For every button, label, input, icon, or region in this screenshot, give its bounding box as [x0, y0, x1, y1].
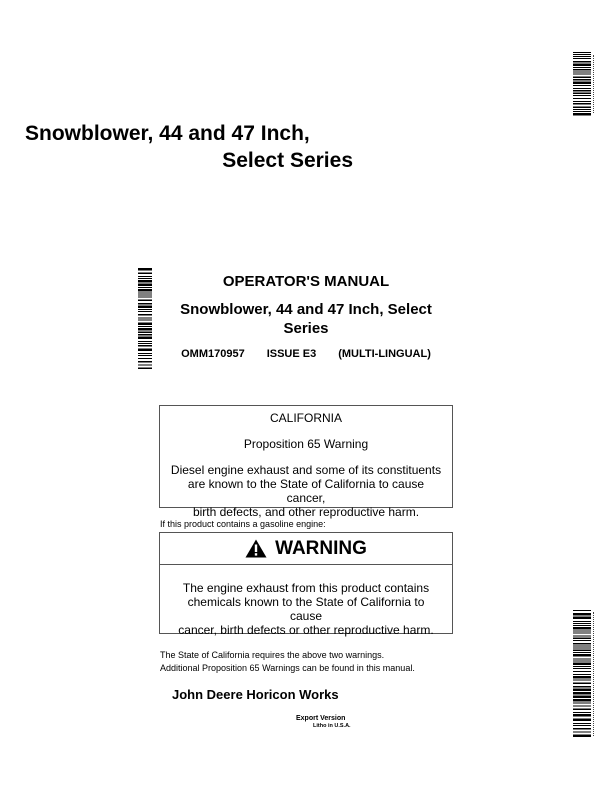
warning-header	[160, 533, 452, 565]
publisher: John Deere Horicon Works	[172, 687, 339, 702]
prop65-heading: Proposition 65 Warning	[243, 437, 369, 451]
prop65-line-1: Diesel engine exhaust and some of its constituents	[170, 463, 442, 477]
warning-box	[159, 532, 453, 637]
manual-number: OMM170957	[181, 348, 245, 360]
prop65-line-2: are known to the State of California to cause cancer,	[187, 477, 425, 505]
prop65-text	[160, 463, 452, 519]
title-line-1: Snowblower, 44 and 47 Inch,	[25, 122, 310, 145]
footnote	[160, 649, 415, 675]
manual-subtitle-1: Snowblower, 44 and 47 Inch, Select	[180, 301, 432, 318]
warning-line-2: chemicals known to the State of California to cause	[187, 595, 425, 623]
litho-note: Litho in U.S.A.	[313, 723, 351, 729]
warning-label: WARNING	[275, 537, 367, 559]
warning-line-1: The engine exhaust from this product contains	[182, 581, 430, 595]
footnote-line-2: Additional Proposition 65 Warnings can be found in this manual.	[160, 663, 415, 673]
language-note: (MULTI-LINGUAL)	[338, 348, 431, 360]
prop65-state: CALIFORNIA	[269, 411, 342, 425]
top-right-barcode-digits	[593, 55, 598, 113]
issue-number: ISSUE E3	[266, 348, 317, 360]
warning-text	[160, 565, 452, 637]
left-barcode	[138, 268, 152, 371]
warning-line-3: cancer, birth defects or other reproductive harm.	[178, 623, 434, 637]
footnote-line-1: The State of California requires the above two warnings.	[160, 650, 385, 660]
bottom-right-barcode-digits	[593, 612, 598, 736]
title-block	[0, 120, 360, 174]
warning-triangle-icon	[245, 539, 267, 558]
prop65-line-3: birth defects, and other reproductive harm.	[192, 505, 420, 519]
manual-info	[160, 272, 452, 360]
bottom-right-barcode	[573, 610, 591, 738]
manual-heading: OPERATOR'S MANUAL	[222, 273, 390, 290]
export-version: Export Version	[296, 715, 346, 722]
title-line-2: Select Series	[222, 149, 353, 172]
manual-subtitle-2: Series	[283, 320, 329, 337]
prop65-box	[159, 405, 453, 519]
gasoline-note: If this product contains a gasoline engine:	[160, 519, 326, 529]
top-right-barcode	[573, 52, 591, 116]
manual-meta	[160, 348, 452, 360]
